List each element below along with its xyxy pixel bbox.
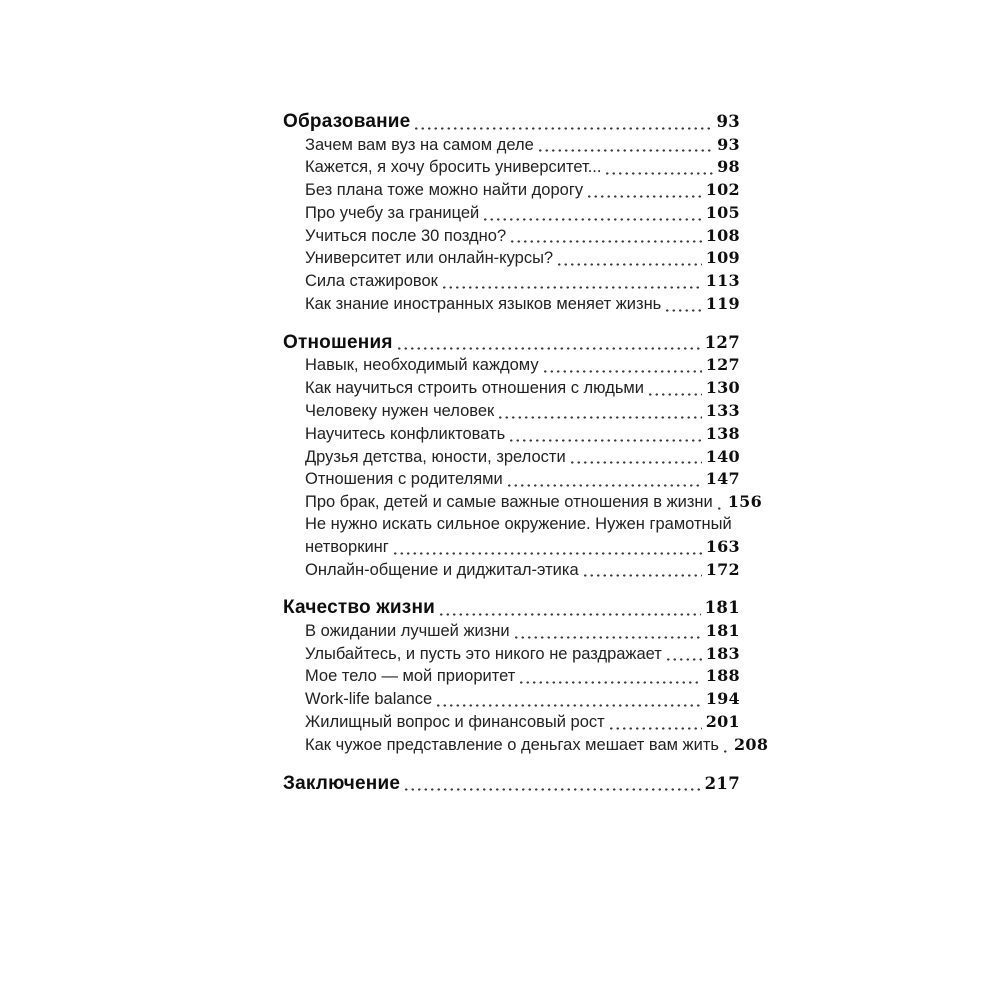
toc-entry-row <box>283 156 740 179</box>
dot-leader <box>647 393 702 396</box>
toc-entry-title: Друзья детства, юности, зрелости <box>305 447 566 466</box>
dot-leader <box>586 195 702 198</box>
dot-leader <box>664 309 701 312</box>
toc-entry-row <box>283 559 740 582</box>
toc-entry-page-number: 127 <box>705 355 740 375</box>
dot-leader <box>392 552 702 555</box>
toc-section-title: Заключение <box>283 772 401 794</box>
toc-entry-page-number: 119 <box>705 294 740 314</box>
toc-entry-page-number: 208 <box>733 734 769 754</box>
toc-entry-page-number: 201 <box>705 712 740 732</box>
toc-entry-page-number: 105 <box>705 202 740 222</box>
toc-entry-page-number: 138 <box>705 423 740 443</box>
toc-entry-row <box>283 293 740 316</box>
toc-entry-row <box>283 711 740 734</box>
toc-entry-row <box>283 225 740 248</box>
dot-leader <box>441 286 702 289</box>
toc-entry-row <box>283 688 740 711</box>
toc-entry-title: Улыбайтесь, и пусть это никого не раздражает <box>305 644 662 663</box>
toc-entry-page-number: 172 <box>705 559 740 579</box>
toc-entry-title: Как чужое представление о деньгах мешает вам жить <box>305 735 719 754</box>
toc-section <box>283 331 763 581</box>
toc-entry-row <box>283 665 740 688</box>
dot-leader <box>403 788 701 791</box>
toc-entry-title: Без плана тоже можно найти дорогу <box>305 181 584 200</box>
toc-entry-page-number: 181 <box>705 620 740 640</box>
toc-section-page-number: 217 <box>704 773 740 793</box>
dot-leader <box>569 461 702 464</box>
toc-entry-title: Учиться после 30 поздно? <box>305 226 507 245</box>
toc-entry-page-number: 109 <box>705 248 740 268</box>
dot-leader <box>604 172 713 175</box>
toc-section-heading-row <box>283 596 740 620</box>
toc-entry-row <box>283 734 769 757</box>
dot-leader <box>665 658 702 661</box>
toc-section-title: Образование <box>283 111 411 132</box>
toc-section <box>283 110 740 316</box>
toc-entry-title: Как научиться строить отношения с людьми <box>305 379 644 398</box>
toc-entry-title: Мое тело — мой приоритет <box>305 667 516 686</box>
dot-leader <box>722 750 730 753</box>
toc-entry-title: Как знание иностранных языков меняет жизнь <box>305 295 662 314</box>
toc-entry-page-number: 98 <box>717 157 740 177</box>
dot-leader <box>435 704 702 707</box>
toc-entry-page-number: 183 <box>705 643 740 663</box>
toc-entry-title: Навык, необходимый каждому <box>305 356 539 375</box>
toc-section-page-number: 181 <box>704 598 740 618</box>
toc-section-heading-row <box>283 772 740 796</box>
dot-leader <box>556 263 702 266</box>
toc-entry-row <box>283 446 740 469</box>
toc-entry-page-number: 163 <box>705 536 740 556</box>
toc-entry-row <box>283 514 740 536</box>
toc-entry-row <box>283 491 763 514</box>
table-of-contents <box>283 110 769 795</box>
dot-leader <box>542 370 702 373</box>
toc-entry-title: В ожидании лучшей жизни <box>305 621 510 640</box>
toc-section-heading-row <box>283 331 740 355</box>
toc-entry-title: Кажется, я хочу бросить университет... <box>305 158 602 177</box>
toc-entry-page-number: 140 <box>705 446 740 466</box>
toc-entry-page-number: 93 <box>717 134 740 154</box>
toc-section <box>283 596 769 756</box>
toc-entry-title: Про брак, детей и самые важные отношения в жизни <box>305 493 713 512</box>
toc-entry-title: Университет или онлайн-курсы? <box>305 249 554 268</box>
toc-section <box>283 772 740 796</box>
toc-entry-title: Зачем вам вуз на самом деле <box>305 135 534 154</box>
toc-entry-title: Отношения с родителями <box>305 470 503 489</box>
toc-entry-title: Жилищный вопрос и финансовый рост <box>305 713 605 732</box>
toc-entry-row <box>283 202 740 225</box>
dot-leader <box>537 149 713 152</box>
toc-entry-row <box>283 247 740 270</box>
toc-entry-title: Сила стажировок <box>305 272 438 291</box>
toc-entry-title: Work-life balance <box>305 690 433 709</box>
toc-entry-page-number: 133 <box>705 400 740 420</box>
toc-entry-row <box>283 400 740 423</box>
toc-section-page-number: 93 <box>716 112 740 131</box>
dot-leader <box>413 127 712 130</box>
toc-entry-title: Человеку нужен человек <box>305 401 495 420</box>
dot-leader <box>716 507 724 510</box>
dot-leader <box>508 439 701 442</box>
toc-entry-page-number: 156 <box>727 492 763 512</box>
toc-entry-page-number: 102 <box>705 180 740 200</box>
toc-entry-page-number: 113 <box>705 271 740 291</box>
toc-entry-page-number: 108 <box>705 225 740 245</box>
dot-leader <box>396 347 701 350</box>
toc-entry-row <box>283 468 740 491</box>
toc-entry-title: Про учебу за границей <box>305 203 480 222</box>
toc-entry-page-number: 188 <box>705 666 740 686</box>
toc-entry-title: Онлайн-общение и диджитал-этика <box>305 560 579 579</box>
toc-entry-row <box>283 620 740 643</box>
toc-section-heading-row <box>283 110 740 134</box>
toc-entry-page-number: 130 <box>705 378 740 398</box>
toc-entry-page-number: 194 <box>705 689 740 709</box>
dot-leader <box>518 681 701 684</box>
toc-entry-page-number: 147 <box>705 469 740 489</box>
toc-entry-row <box>283 134 740 157</box>
toc-entry-row <box>283 423 740 446</box>
dot-leader <box>438 613 701 616</box>
toc-entry-row <box>283 643 740 666</box>
toc-entry-row <box>283 179 740 202</box>
toc-entry-row <box>283 536 740 559</box>
dot-leader <box>482 218 701 221</box>
dot-leader <box>506 484 702 487</box>
toc-entry-row <box>283 377 740 400</box>
toc-entry-row <box>283 270 740 293</box>
toc-entry-row <box>283 354 740 377</box>
dot-leader <box>509 240 702 243</box>
toc-entry-title-line2: нетворкинг <box>305 537 389 556</box>
dot-leader <box>497 416 701 419</box>
dot-leader <box>608 727 702 730</box>
toc-entry-title: Научитесь конфликтовать <box>305 424 506 443</box>
toc-section-title: Качество жизни <box>283 597 436 619</box>
toc-section-page-number: 127 <box>704 332 740 352</box>
dot-leader <box>582 574 702 577</box>
toc-section-title: Отношения <box>283 331 393 353</box>
toc-entry-title-line1: Не нужно искать сильное окружение. Нужен грамотный <box>305 514 732 533</box>
dot-leader <box>513 636 702 639</box>
